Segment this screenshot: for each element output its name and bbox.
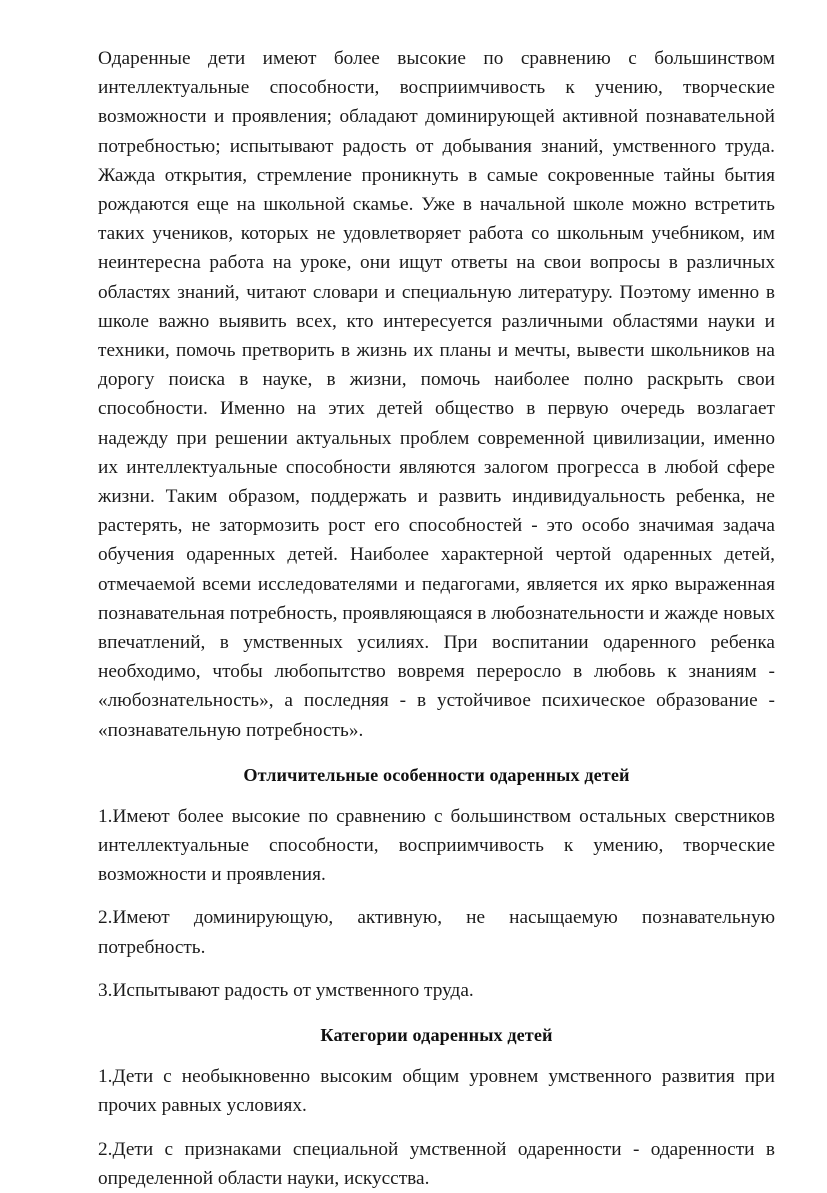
intro-paragraph: Одаренные дети имеют более высокие по сравнению с большинством интеллектуальные способности, восприимчивость к учению, творческие возможности и проявления; обладают доминирующей активной познавательной потребностью; испытывают радость от добывания знаний, умственного труда. Жажда открытия, стремление проникнуть в самые сокровенные тайны бытия рождаются еще на школьной скамье. Уже в начальной школе можно встретить таких учеников, которых не удовлетворяет работа со школьным учебником, им неинтересна работа на уроке, они ищут ответы на свои вопросы в различных областях знаний, читают словари и специальную литературу. Поэтому именно в школе важно выявить всех, кто интересуется различными областями науки и техники, помочь претворить в жизнь их планы и мечты, вывести школьников на дорогу поиска в науке, в жизни, помочь наиболее полно раскрыть свои способности. Именно на этих детей общество в первую очередь возлагает надежду при решении актуальных проблем современной цивилизации, именно их интеллектуальные способности являются залогом прогресса в любой сфере жизни. Таким образом, поддержать и развить индивидуальность ребенка, не растерять, не затормозить рост его способностей - это особо значимая задача обучения одаренных детей. Наиболее характерной чертой одаренных детей, отмечаемой всеми исследователями и педагогами, является их ярко выраженная познавательная потребность, проявляющаяся в любознательности и жажде новых впечатлений, в умственных усилиях. При воспитании одаренного ребенка необходимо, чтобы любопытство вовремя переросло в любовь к знаниям - «любознательность», а последняя - в устойчивое психическое образование - «познавательную потребность». (98, 48, 775, 741)
list-item: 1.Имеют более высокие по сравнению с большинством остальных сверстников интеллектуальные способности, восприимчивость к умению, творческие возможности и проявления. (98, 805, 775, 886)
document-body (98, 44, 775, 1193)
list-item: 2.Дети с признаками специальной умственной одаренности - одаренности в определенной области науки, искусства. (98, 1138, 775, 1189)
section-heading-distinctive-features: Отличительные особенности одаренных детей (243, 764, 630, 785)
list-item: 3.Испытывают радость от умственного труда. (98, 979, 474, 1001)
section-heading-categories: Категории одаренных детей (320, 1025, 553, 1046)
list-item: 2.Имеют доминирующую, активную, не насыщаемую познавательную потребность. (98, 907, 775, 958)
list-item: 1.Дети с необыкновенно высоким общим уровнем умственного развития при прочих равных условиях. (98, 1066, 775, 1117)
